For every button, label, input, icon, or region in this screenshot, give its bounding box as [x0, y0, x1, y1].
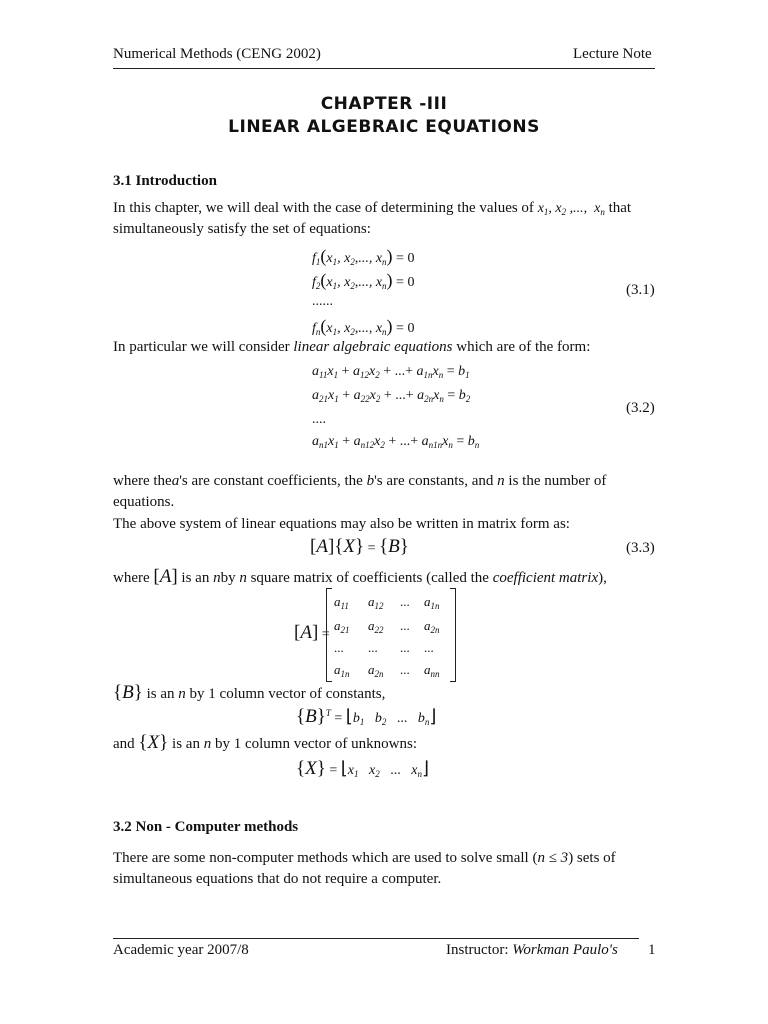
- header-doc-type: Lecture Note: [573, 46, 652, 62]
- B-desc: by 1 column vector of constants,: [189, 686, 386, 702]
- matrix-left-bracket: [326, 588, 332, 682]
- particular-italic: linear algebraic equations: [293, 339, 453, 355]
- header-course: Numerical Methods (CENG 2002): [113, 46, 321, 62]
- B-paragraph: {B} is an n by 1 column vector of constants,: [113, 682, 386, 703]
- matrix-ellipsis: ...: [400, 594, 410, 609]
- eq33: [A]{X} = {B}: [310, 536, 409, 557]
- X-is-an: is an: [172, 736, 200, 752]
- non-computer-end: ) sets of: [568, 850, 616, 866]
- instructor-label: Instructor:: [446, 942, 509, 958]
- eq33-label: (3.3): [626, 540, 655, 556]
- where-A-paragraph: where [A] is an nby n square matrix of coefficients (called the coefficient matrix),: [113, 566, 607, 587]
- and-word: and: [113, 736, 135, 752]
- intro-that: that: [608, 200, 632, 216]
- eq32-dots: ....: [312, 412, 326, 427]
- eq32-line1: $a_{11}x_1 + a_{12}x_2$ + ...+ $a_{1n}x_n = b_1$: [312, 364, 470, 380]
- B-is-an: is an: [146, 686, 175, 702]
- b-desc: 's are constants, and: [374, 473, 494, 489]
- where-the: where the: [113, 473, 172, 489]
- square-matrix-desc: square matrix of coefficients (called the: [250, 570, 489, 586]
- by-word: by: [220, 570, 236, 586]
- eq31-line1: $f_1(x_1$, $x_2$,..., $x_n) = 0$: [312, 246, 415, 267]
- coefficients-paragraph: where thea's are constant coefficients, the b's are constants, and n is the number of equations.: [113, 473, 607, 510]
- a-desc: 's are constant coefficients, the: [179, 473, 363, 489]
- matrix-form-text: The above system of linear equations may also be written in matrix form as:: [113, 516, 570, 532]
- footer-year: Academic year 2007/8: [113, 942, 249, 958]
- eq32-line-n: $a_{n1}x_1 + a_{n12}x_2$ + ...+ $a_{n1n}x_n = b_n$: [312, 434, 480, 450]
- X-desc: by 1 column vector of unknowns:: [214, 736, 418, 752]
- section-heading-3-2: 3.2 Non - Computer methods: [113, 819, 299, 835]
- non-computer-text: There are some non-computer methods which are used to solve small (: [113, 850, 538, 866]
- matrix-A-label: [A] =: [294, 622, 330, 643]
- X-paragraph: and {X} is an n by 1 column vector of unknowns:: [113, 732, 418, 753]
- chapter-number: CHAPTER -III: [320, 94, 448, 114]
- n-desc: is the number of: [508, 473, 607, 489]
- page-number: 1: [648, 942, 656, 958]
- non-computer-paragraph: [113, 848, 655, 890]
- equations-word: equations.: [113, 494, 175, 510]
- chapter-title: LINEAR ALGEBRAIC EQUATIONS: [228, 117, 540, 137]
- B-transpose-eq: $\{B\}^T$ = $⌊b_1$ $b_2$ ... $b_n⌋$: [296, 706, 437, 727]
- eq31-label: (3.1): [626, 282, 655, 298]
- is-an: is an: [181, 570, 210, 586]
- particular-text: In particular we will consider: [113, 339, 290, 355]
- footer-instructor: [446, 942, 618, 959]
- where-word: where: [113, 570, 150, 586]
- non-computer-line2: simultaneous equations that do not require a computer.: [113, 871, 442, 887]
- intro-paragraph: [113, 198, 655, 240]
- where-A-end: ),: [598, 570, 607, 586]
- intro-text: In this chapter, we will deal with the case of determining the values of: [113, 200, 534, 216]
- footer-rule: [113, 938, 639, 939]
- variables-list: $x_1$, $x_2$ ,..., $x_n$: [537, 201, 605, 217]
- eq31-line2: $f_2(x_1$, $x_2$,..., $x_n) = 0$: [312, 270, 415, 291]
- coefficient-matrix-italic: coefficient matrix: [492, 570, 599, 586]
- eq32-line2: $a_{21}x_1 + a_{22}x_2$ + ...+ $a_{2n}x_n = b_2$: [312, 388, 471, 404]
- particular-end: which are of the form:: [456, 339, 591, 355]
- eq31-line-n: $f_n(x_1$, $x_2$,..., $x_n) = 0$: [312, 316, 415, 337]
- instructor-name: Workman Paulo's: [512, 942, 618, 958]
- header-rule: [113, 68, 655, 69]
- intro-line2: simultaneously satisfy the set of equations:: [113, 221, 371, 237]
- X-vector-eq: $\{X\} = ⌊x_1$ $x_2$ ... $x_n⌋$: [296, 758, 429, 779]
- matrix-A: $a_{11}$ $a_{12}$ ... $a_{1n}$ $a_{21}$ $a_{22}$ ... $a_{2n}$ ... ... ... ... $a_{1n}$ $a_{2n}$ ... $a_{nn}$: [326, 588, 456, 682]
- size-condition: n ≤ 3: [537, 850, 569, 866]
- section-heading-3-1: 3.1 Introduction: [113, 173, 217, 189]
- eq32-label: (3.2): [626, 400, 655, 416]
- eq31-dots: ......: [312, 294, 333, 309]
- particular-paragraph: [113, 337, 655, 358]
